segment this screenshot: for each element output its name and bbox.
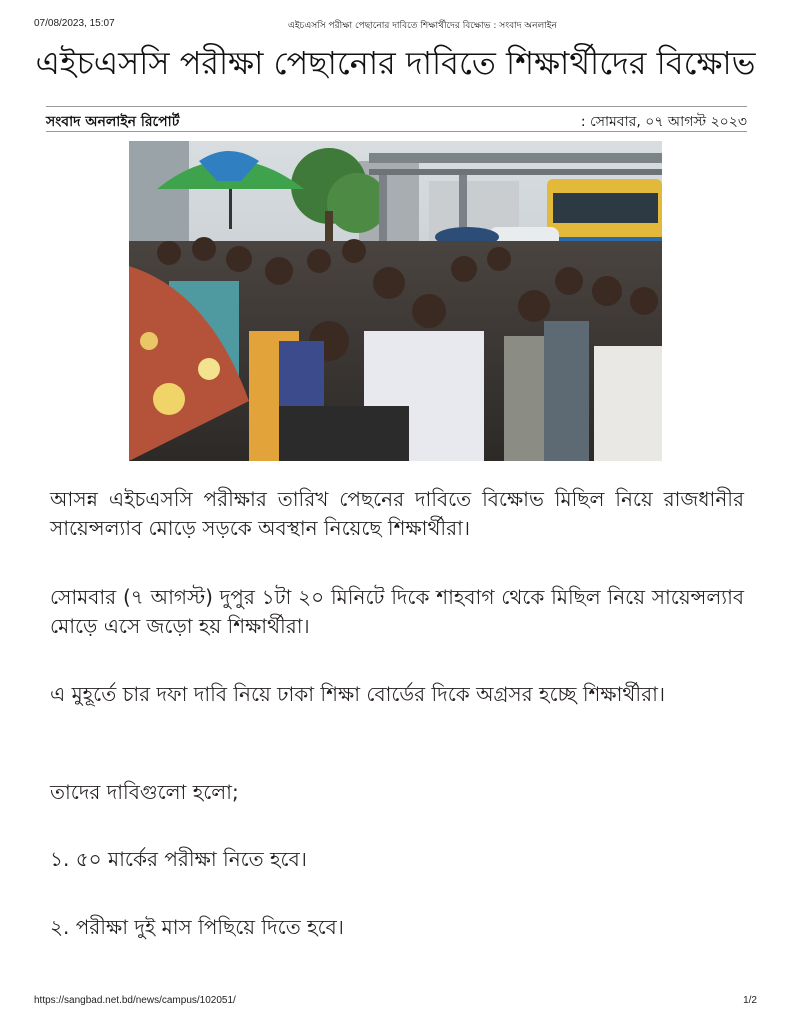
article-byline: সংবাদ অনলাইন রিপোর্ট <box>46 114 180 130</box>
demand-item-1: ১. ৫০ মার্কের পরীক্ষা নিতে হবে। <box>50 847 307 871</box>
footer-page-number: 1/2 <box>743 995 757 1006</box>
protest-photo-illustration <box>129 141 662 461</box>
byline-bottom-rule <box>46 131 747 132</box>
article-paragraph-4: তাদের দাবিগুলো হলো; <box>50 780 239 804</box>
print-footer <box>34 995 757 1009</box>
article-headline: এইচএসসি পরীক্ষা পেছানোর দাবিতে শিক্ষার্থীদের বিক্ষোভ <box>35 44 756 82</box>
print-header <box>34 18 757 32</box>
print-page-title: এইচএসসি পরীক্ষা পেছানোর দাবিতে শিক্ষার্থীদের বিক্ষোভ : সংবাদ অনলাইন <box>288 21 557 31</box>
print-datetime: 07/08/2023, 15:07 <box>34 18 115 29</box>
demand-item-2: ২. পরীক্ষা দুই মাস পিছিয়ে দিতে হবে। <box>50 915 344 939</box>
article-paragraph-1: আসন্ন এইচএসসি পরীক্ষার তারিখ পেছনের দাবিতে বিক্ষোভ মিছিল নিয়ে রাজধানীর সায়েন্সল্যাব মোড়ে সড়কে অবস্থান নিয়েছে শিক্ষার্থীরা। <box>50 487 744 540</box>
article-date: : সোমবার, ০৭ আগস্ট ২০২৩ <box>580 114 747 130</box>
byline-row <box>46 110 747 130</box>
footer-url: https://sangbad.net.bd/news/campus/102051/ <box>34 995 236 1006</box>
byline-top-rule <box>46 106 747 107</box>
article-paragraph-3: এ মুহূর্তে চার দফা দাবি নিয়ে ঢাকা শিক্ষা বোর্ডের দিকে অগ্রসর হচ্ছে শিক্ষার্থীরা। <box>50 682 666 706</box>
article-paragraph-2: সোমবার (৭ আগস্ট) দুপুর ১টা ২০ মিনিটে দিকে শাহবাগ থেকে মিছিল নিয়ে সায়েন্সল্যাব মোড়ে এসে জড়ো হয় শিক্ষার্থীরা। <box>50 585 744 638</box>
article-photo <box>129 141 662 461</box>
